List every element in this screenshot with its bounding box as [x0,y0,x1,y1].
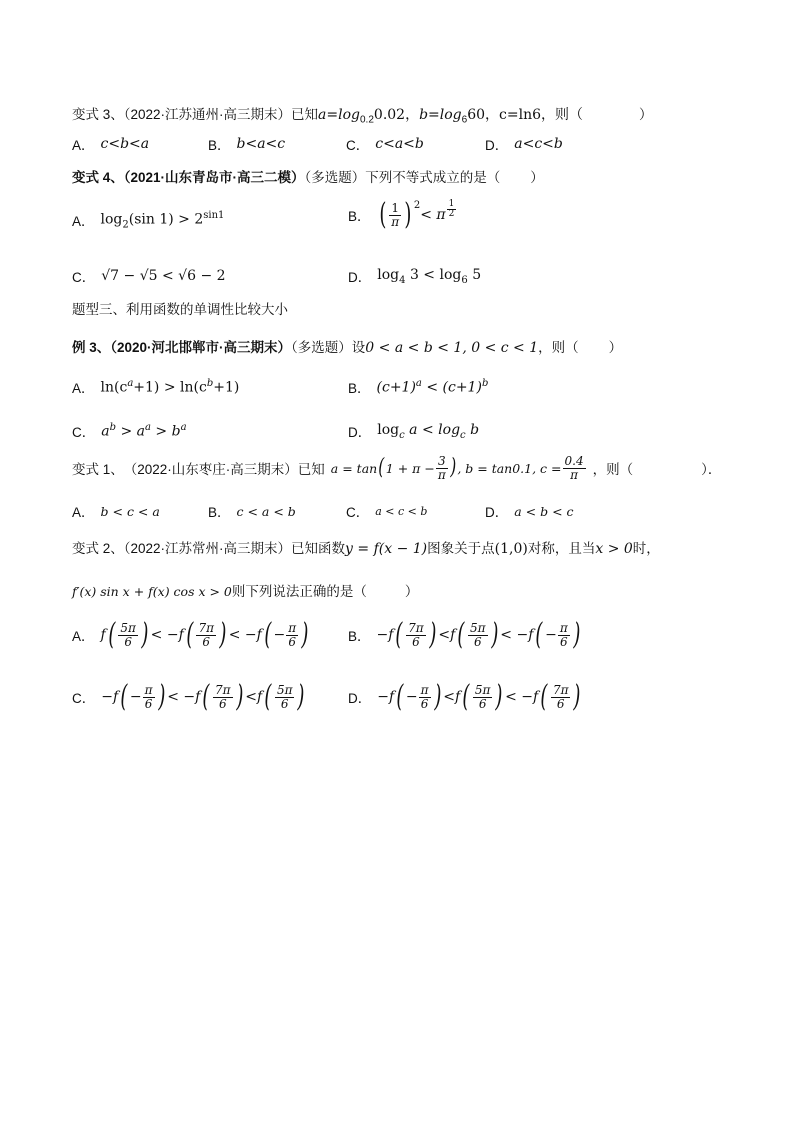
close-paren: ） [639,107,653,122]
numerator: 5π [276,682,293,697]
log-arg: 5 [472,266,482,283]
option-b[interactable] [208,134,285,154]
log-arg: (sin 1) > 2 [128,211,204,228]
math-part: +1) [213,379,240,396]
stem-math [331,455,587,481]
option-d[interactable] [485,134,563,154]
paren-right: ) [404,197,412,232]
question-var4-stem [72,166,544,186]
close-paren: ） [404,584,419,599]
option-a[interactable] [72,377,239,397]
condition-math: x > 0 [595,541,633,557]
stem-text: 已知 [291,107,319,122]
stem-text: ，则（ [538,340,579,355]
option-letter: A． [72,381,95,396]
denominator: π [391,214,400,229]
math-part: f [100,627,106,643]
example3-stem [72,336,622,356]
paren-right: ) [297,679,305,714]
stem-text: 则下列说法正确的是（ [231,584,367,599]
option-letter: C． [346,505,370,520]
exponent: 2 [413,200,421,211]
paren-left: ( [540,679,548,714]
paren-right: ) [433,679,441,714]
option-letter: C． [72,425,96,440]
math-part: f [450,627,456,643]
option-a[interactable] [72,134,149,154]
paren-left: ( [395,617,403,652]
stem-text: 对称，且当 [527,541,596,556]
option-letter: D． [485,138,509,153]
paren-left: ( [535,617,543,652]
denominator: 6 [124,634,132,649]
fraction [286,622,298,648]
paren-right: ) [573,679,581,714]
condition-math: f′(x) sin x + f(x) cos x > 0 [72,584,232,599]
numerator: π [288,620,297,635]
fraction [275,684,295,710]
denominator: 6 [202,634,211,649]
math-part: , b = tan0.1, c = [457,460,562,476]
question-var3-stem [72,103,653,126]
close-paren: ） [608,340,623,355]
numerator: 7π [198,620,215,635]
fraction [468,622,488,648]
minus: − [405,689,418,705]
option-letter: C． [72,270,96,285]
fraction [118,622,138,648]
option-a[interactable] [72,210,224,230]
denominator: 2 [448,209,455,220]
option-letter: A． [72,629,95,644]
option-letter: C． [346,138,370,153]
log-fn: log [377,421,400,438]
fraction [389,202,401,228]
fraction [406,622,426,648]
denominator: 6 [280,696,289,711]
math-part: +1) > ln(c [133,379,207,396]
denominator: 6 [556,696,565,711]
option-letter: C． [72,691,96,706]
log-base: 4 [399,274,406,286]
math-c: c=ln6，则（ [499,107,584,123]
option-letter: B． [208,138,231,153]
log-base: 0.2 [360,114,374,126]
log-base: c [399,429,405,441]
option-math: √7 − √5 < √6 − 2 [101,268,226,284]
denominator: 6 [559,634,568,649]
math-part: f [454,689,461,705]
option-c[interactable] [346,501,427,521]
question-source: （2022·江苏通州·高三期末） [123,107,292,122]
option-text: a < b < c [514,503,574,519]
relation: 3 < log [409,266,462,283]
paren-right: ) [450,455,457,481]
option-math [377,378,489,396]
option-letter: D． [348,425,372,440]
section-title: 题型三、利用函数的单调性比较大小 [72,302,288,317]
option-math [377,679,583,714]
numerator: π [559,620,568,635]
option-letter: A． [72,138,95,153]
minus: − [545,627,557,643]
math-b: b=log [419,107,462,123]
question-var2-stem [72,537,660,557]
question-label: 变式 4、 [72,170,124,185]
option-c[interactable] [72,679,307,714]
exponent: a [415,378,422,390]
paren-left: ( [186,617,194,652]
option-text: c < a < b [236,503,296,519]
question-var2-stem-line2 [72,580,418,600]
option-letter: B． [348,209,371,224]
option-math [101,378,240,396]
math-part: a [101,423,110,440]
option-b[interactable] [348,377,488,397]
option-d[interactable] [348,421,479,441]
option-a[interactable] [72,501,160,521]
math-part: > a [116,423,145,440]
paren-left: ( [202,679,210,714]
paren-right: ) [495,679,503,714]
option-c[interactable] [72,421,187,441]
option-b[interactable] [208,501,296,521]
option-math [377,267,481,286]
option-math [100,617,311,652]
numerator: 1 [391,200,399,215]
paren-left: ( [264,679,272,714]
point-math: (1,0) [494,541,528,557]
stem-text: 已知函数 [291,541,346,556]
question-source: （2020·河北邯郸市·高三期末） [110,340,292,355]
exponent: a [180,422,187,434]
math-part: > b [150,423,181,440]
option-a[interactable] [72,617,311,652]
paren-right: ) [573,617,581,652]
math-part: −f [101,689,119,705]
numerator: 1 [448,199,455,209]
paren-right: ) [157,679,165,714]
denominator: 6 [478,696,487,711]
option-letter: D． [348,270,372,285]
log-base: c [460,429,466,441]
option-math [101,422,186,440]
condition-math: 0 < a < b < 1, 0 < c < 1 [365,340,539,356]
denominator: 6 [412,634,420,649]
math-part: (c+1) [376,379,416,396]
math-a: a=log [318,107,360,123]
option-text: b<a<c [236,136,286,152]
exponent: b [109,422,117,434]
numerator: π [144,682,153,697]
minus: − [129,689,142,705]
option-letter: D． [485,505,509,520]
denominator: 6 [473,634,482,649]
stem-text: （多选题）下列不等式成立的是（ [304,170,501,185]
paren-left: ( [108,617,116,652]
fraction [436,455,448,481]
denominator: π [437,467,446,482]
paren-left: ( [396,679,404,714]
option-letter: B． [348,629,371,644]
fraction [563,455,586,481]
exponent: a [145,422,151,434]
question-label: 变式 1、 [72,462,124,478]
option-c[interactable] [346,134,424,154]
option-letter: D． [348,691,372,706]
denominator: π [570,467,578,482]
relation: < −f [150,627,184,643]
option-c[interactable] [72,266,226,286]
option-text: b < c < a [100,503,160,519]
exponent-fraction [447,200,457,220]
log-base: 2 [122,219,129,231]
exponent: b [481,378,489,390]
numerator: 5π [474,682,491,697]
paren-left: ( [378,197,386,232]
log-fn: log [377,266,400,283]
option-d[interactable] [348,266,481,286]
option-math [101,679,307,714]
paren-left: ( [120,679,128,714]
option-letter: A． [72,505,95,520]
relation: < −f [500,627,534,643]
close-paren: ） [530,170,544,185]
log-arg: b [465,421,480,438]
numerator: 3 [437,454,446,468]
option-d[interactable] [348,679,583,714]
paren-left: ( [462,679,470,714]
relation: < [443,689,455,705]
log-arg: 60， [467,107,500,123]
log-arg: 0.02， [373,107,420,123]
question-source: （2022·山东枣庄·高三期末） [123,462,298,478]
numerator: 5π [120,620,136,635]
option-text: a<c<b [514,136,563,152]
paren-right: ) [301,617,309,652]
paren-right: ) [235,679,243,714]
option-b[interactable] [348,197,457,232]
option-d[interactable] [485,501,574,521]
paren-left: ( [264,617,272,652]
question-label: 例 3、 [72,340,111,355]
question-label: 变式 2、 [72,541,124,556]
exponent: sin1 [203,210,225,221]
log-fn: log [100,211,123,228]
relation: < π [420,207,446,223]
numerator: 7π [215,682,231,697]
exponent: a [127,378,134,390]
denominator: 6 [420,696,429,711]
numerator: 7π [552,682,569,697]
function-math: y = f(x − 1) [345,541,428,557]
paren-right: ) [429,617,437,652]
stem-text: 已知 [297,462,325,478]
math-part: ln(c [100,379,128,396]
numerator: π [420,682,429,697]
question-source: （2022·江苏常州·高三期末） [123,541,292,556]
numerator: 5π [470,620,486,635]
option-text: c<b<a [100,136,150,152]
math-part: a < log [404,421,461,438]
stem-text: 时， [632,541,660,556]
option-letter: A． [72,214,95,230]
math-part: −f [377,689,395,705]
paren-right: ) [490,617,498,652]
paren-left: ( [457,617,465,652]
stem-text: ，则（ [592,462,634,478]
numerator: 0.4 [564,454,584,468]
option-text: a < c < b [375,504,428,518]
fraction [551,684,571,710]
stem-text: 图象关于点 [427,541,495,556]
denominator: 6 [218,696,227,711]
math-part: 1 + π − [385,460,435,476]
math-part: a = tan [330,460,378,476]
relation: < −f [228,627,262,643]
paren-right: ) [141,617,149,652]
option-math [101,210,225,230]
math-part: f [257,689,263,705]
relation: < [245,689,258,705]
fraction [558,622,570,648]
exponent: b [206,378,214,390]
option-letter: B． [208,505,231,520]
fraction [419,684,431,710]
option-b[interactable] [348,617,582,652]
log-base: 6 [461,114,468,126]
relation: < −f [505,689,539,705]
relation: < [438,627,451,643]
option-math [376,617,583,652]
paren-right: ) [219,617,227,652]
denominator: 6 [144,696,153,711]
denominator: 6 [288,634,297,649]
log-base: 6 [461,274,468,286]
question-var1-stem [72,455,721,481]
question-label: 变式 3、 [72,107,124,122]
fraction [196,622,216,648]
fraction [473,684,493,710]
question-source: （2021·山东青岛市·高三二模） [123,170,305,185]
paren-left: ( [378,455,385,481]
fraction [213,684,233,710]
minus: − [273,627,286,643]
option-math [377,197,458,232]
relation: < −f [167,689,201,705]
fraction [143,684,155,710]
close-paren: ）． [701,462,722,478]
option-math [377,422,479,441]
math-part: < (c+1) [421,379,482,396]
math-part: −f [376,627,394,643]
option-letter: B． [348,381,371,396]
numerator: 7π [408,620,424,635]
stem-text: （多选题）设 [291,340,366,355]
option-text: c<a<b [375,136,424,152]
